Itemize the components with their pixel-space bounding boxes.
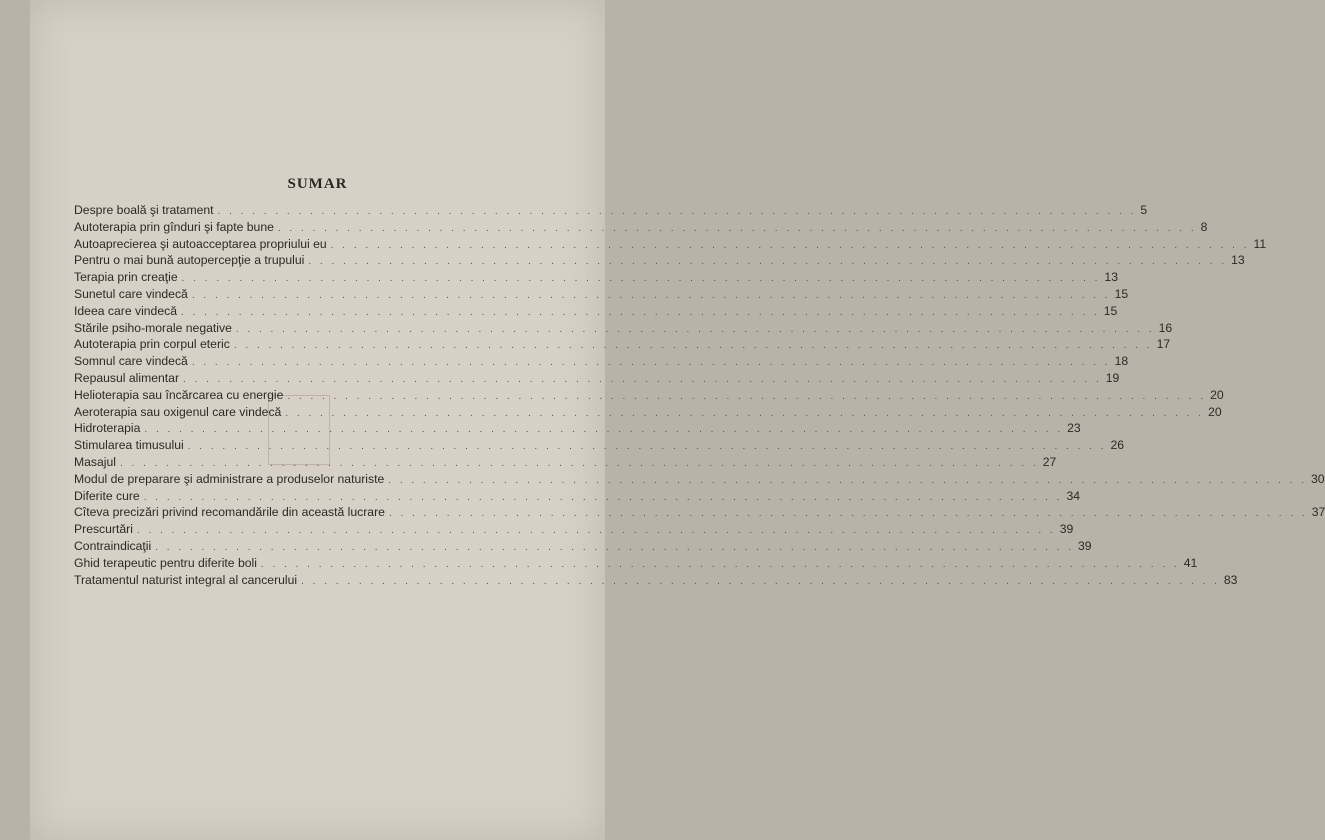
toc-entry	[74, 421, 1081, 438]
toc-entry-page: 8	[1200, 219, 1208, 234]
toc-entry-title: Somnul care vindecă	[74, 354, 188, 369]
toc-entry-title: Modul de preparare şi administrare a produselor naturiste	[74, 471, 385, 486]
toc-leader-dots: . . . . . . . . . . . . . . . . . . . . . . . . . . . . . . . . . . . . . . . . . . . . . . . . . . . . . . . . . . . . . . . . . . . . . . . . . . . . . . . .	[181, 306, 1100, 318]
toc-entry-page: 39	[1059, 522, 1074, 537]
toc-entry-title: Repausul alimentar	[74, 370, 180, 385]
toc-leader-dots: . . . . . . . . . . . . . . . . . . . . . . . . . . . . . . . . . . . . . . . . . . . . . . . . . . . . . . . . . . . . . . . . . . . . . . . . . . . . . . . .	[260, 558, 1180, 570]
toc-leader-dots: . . . . . . . . . . . . . . . . . . . . . . . . . . . . . . . . . . . . . . . . . . . . . . . . . . . . . . . . . . . . . . . . . . . . . . . . . . . . . . . .	[136, 525, 1056, 537]
toc-leader-dots: . . . . . . . . . . . . . . . . . . . . . . . . . . . . . . . . . . . . . . . . . . . . . . . . . . . . . . . . . . . . . . . . . . . . . . . . . . . . . . . .	[277, 222, 1197, 234]
toc-entry	[74, 572, 1238, 590]
toc-leader-dots: . . . . . . . . . . . . . . . . . . . . . . . . . . . . . . . . . . . . . . . . . . . . . . . . . . . . . . . . . . . . . . . . . . . . . . . . . . . . . . . .	[144, 424, 1064, 436]
toc-entry	[74, 203, 1148, 220]
toc-entry-title: Helioterapia sau încărcarea cu energie	[74, 387, 284, 402]
toc-entry-page: 15	[1103, 303, 1118, 318]
toc-entry-page: 30	[1311, 471, 1325, 486]
toc-entry-title: Ideea care vindecă	[74, 303, 177, 318]
toc-entry-title: Cîteva precizări privind recomandările din această lucrare	[74, 505, 385, 520]
toc-entry-title: Sunetul care vindecă	[74, 286, 188, 301]
toc-entry	[74, 471, 1325, 489]
toc-entry-title: Tratamentul naturist integral al cancerului	[74, 572, 298, 587]
toc-entry-title: Hidroterapia	[74, 421, 141, 436]
toc-entry-title: Stimularea timusului	[74, 438, 184, 453]
toc-entry	[74, 387, 1224, 405]
toc-entry-page: 5	[1140, 203, 1148, 217]
toc-leader-dots: . . . . . . . . . . . . . . . . . . . . . . . . . . . . . . . . . . . . . . . . . . . . . . . . . . . . . . . . . . . . . . . . . . . . . . . . . . . . . . . .	[120, 457, 1039, 469]
toc-entry	[74, 354, 1129, 371]
toc-entry-title: Stările psiho-morale negative	[74, 320, 232, 335]
toc-entry-title: Ghid terapeutic pentru diferite boli	[74, 555, 257, 570]
toc-entry	[74, 438, 1125, 455]
book-page	[30, 0, 1325, 840]
toc-entry	[74, 286, 1129, 304]
toc-entry-page: 13	[1231, 253, 1245, 268]
toc-leader-dots: . . . . . . . . . . . . . . . . . . . . . . . . . . . . . . . . . . . . . . . . . . . . . . . . . . . . . . . . . . . . . . . . . . . . . . . . . . . . . . . .	[183, 373, 1102, 385]
toc-leader-dots: . . . . . . . . . . . . . . . . . . . . . . . . . . . . . . . . . . . . . . . . . . . . . . . . . . . . . . . . . . . . . . . . . . . . . . . . . . . . . . . .	[155, 541, 1074, 553]
toc-entry-page: 41	[1183, 555, 1198, 570]
toc-entry-page: 13	[1104, 270, 1118, 285]
toc-entry-page: 23	[1067, 421, 1081, 436]
toc-entry	[74, 404, 1222, 422]
toc-entry	[74, 538, 1092, 556]
toc-entry	[74, 522, 1074, 539]
toc-entry-title: Despre boală şi tratament	[74, 203, 214, 217]
toc-entry-page: 20	[1208, 404, 1222, 419]
page-title: SUMAR	[287, 176, 348, 192]
toc-entry-title: Prescurtări	[74, 522, 133, 537]
toc-entry-page: 20	[1210, 387, 1224, 402]
toc-leader-dots: . . . . . . . . . . . . . . . . . . . . . . . . . . . . . . . . . . . . . . . . . . . . . . . . . . . . . . . . . . . . . . . . . . . . . . . . . . . . . . . .	[285, 407, 1205, 419]
toc-leader-dots: . . . . . . . . . . . . . . . . . . . . . . . . . . . . . . . . . . . . . . . . . . . . . . . . . . . . . . . . . . . . . . . . . . . . . . . . . . . . . . . .	[308, 256, 1228, 268]
toc-entry-page: 27	[1042, 454, 1057, 469]
toc-entry-page: 34	[1066, 488, 1081, 503]
toc-leader-dots: . . . . . . . . . . . . . . . . . . . . . . . . . . . . . . . . . . . . . . . . . . . . . . . . . . . . . . . . . . . . . . . . . . . . . . . . . . . . . . . .	[191, 289, 1111, 301]
toc-entry-title: Pentru o mai bună autopercepţie a trupului	[74, 253, 305, 268]
toc-entry	[74, 454, 1057, 472]
toc-leader-dots: . . . . . . . . . . . . . . . . . . . . . . . . . . . . . . . . . . . . . . . . . . . . . . . . . . . . . . . . . . . . . . . . . . . . . . . . . . . . . . . .	[330, 239, 1250, 251]
toc-entry	[74, 488, 1081, 506]
toc-entry-page: 83	[1223, 572, 1238, 587]
toc-entry-title: Autoterapia prin gînduri şi fapte bune	[74, 219, 274, 234]
toc-entry	[74, 505, 1325, 522]
toc-leader-dots: . . . . . . . . . . . . . . . . . . . . . . . . . . . . . . . . . . . . . . . . . . . . . . . . . . . . . . . . . . . . . . . . . . . . . . . . . . . . . . . .	[233, 340, 1153, 352]
table-of-contents	[74, 203, 1325, 589]
toc-leader-dots: . . . . . . . . . . . . . . . . . . . . . . . . . . . . . . . . . . . . . . . . . . . . . . . . . . . . . . . . . . . . . . . . . . . . . . . . . . . . . . . .	[301, 575, 1220, 587]
toc-leader-dots: . . . . . . . . . . . . . . . . . . . . . . . . . . . . . . . . . . . . . . . . . . . . . . . . . . . . . . . . . . . . . . . . . . . . . . . . . . . . . . . .	[187, 441, 1107, 453]
toc-entry	[74, 270, 1118, 287]
toc-leader-dots: . . . . . . . . . . . . . . . . . . . . . . . . . . . . . . . . . . . . . . . . . . . . . . . . . . . . . . . . . . . . . . . . . . . . . . . . . . . . . . . .	[181, 273, 1101, 285]
toc-entry-title: Masajul	[74, 454, 116, 469]
toc-entry-page: 16	[1158, 320, 1173, 335]
toc-entry	[74, 219, 1208, 237]
toc-entry	[74, 337, 1171, 354]
toc-entry-title: Aeroterapia sau oxigenul care vindecă	[74, 404, 282, 419]
toc-entry	[74, 555, 1198, 573]
toc-entry-title: Autoterapia prin corpul eteric	[74, 337, 230, 352]
toc-entry	[74, 303, 1118, 321]
toc-entry-title: Terapia prin creaţie	[74, 270, 178, 285]
toc-entry-title: Contraindicaţii	[74, 538, 152, 553]
toc-entry-page: 37	[1311, 505, 1325, 520]
toc-entry	[74, 236, 1267, 254]
toc-leader-dots: . . . . . . . . . . . . . . . . . . . . . . . . . . . . . . . . . . . . . . . . . . . . . . . . . . . . . . . . . . . . . . . . . . . . . . . . . . . . . . . .	[388, 508, 1308, 520]
toc-entry-page: 26	[1110, 438, 1125, 453]
toc-leader-dots: . . . . . . . . . . . . . . . . . . . . . . . . . . . . . . . . . . . . . . . . . . . . . . . . . . . . . . . . . . . . . . . . . . . . . . . . . . . . . . . .	[388, 474, 1308, 486]
toc-leader-dots: . . . . . . . . . . . . . . . . . . . . . . . . . . . . . . . . . . . . . . . . . . . . . . . . . . . . . . . . . . . . . . . . . . . . . . . . . . . . . . . .	[143, 491, 1063, 503]
toc-entry-title: Diferite cure	[74, 488, 140, 503]
toc-entry	[74, 320, 1173, 338]
toc-entry-page: 39	[1078, 538, 1092, 553]
toc-leader-dots: . . . . . . . . . . . . . . . . . . . . . . . . . . . . . . . . . . . . . . . . . . . . . . . . . . . . . . . . . . . . . . . . . . . . . . . . . . . . . . . .	[191, 357, 1111, 369]
toc-entry-page: 17	[1156, 337, 1171, 352]
toc-entry-title: Autoaprecierea şi autoacceptarea propriului eu	[74, 236, 327, 251]
toc-leader-dots: . . . . . . . . . . . . . . . . . . . . . . . . . . . . . . . . . . . . . . . . . . . . . . . . . . . . . . . . . . . . . . . . . . . . . . . . . . . . . . . .	[287, 390, 1207, 402]
toc-entry-page: 11	[1253, 236, 1267, 251]
toc-leader-dots: . . . . . . . . . . . . . . . . . . . . . . . . . . . . . . . . . . . . . . . . . . . . . . . . . . . . . . . . . . . . . . . . . . . . . . . . . . . . . . . .	[217, 206, 1137, 217]
toc-entry	[74, 253, 1245, 270]
toc-entry-page: 18	[1114, 354, 1129, 369]
toc-leader-dots: . . . . . . . . . . . . . . . . . . . . . . . . . . . . . . . . . . . . . . . . . . . . . . . . . . . . . . . . . . . . . . . . . . . . . . . . . . . . . . . .	[235, 323, 1155, 335]
toc-entry-page: 19	[1105, 370, 1120, 385]
toc-entry-page: 15	[1114, 286, 1129, 301]
toc-entry	[74, 370, 1120, 388]
